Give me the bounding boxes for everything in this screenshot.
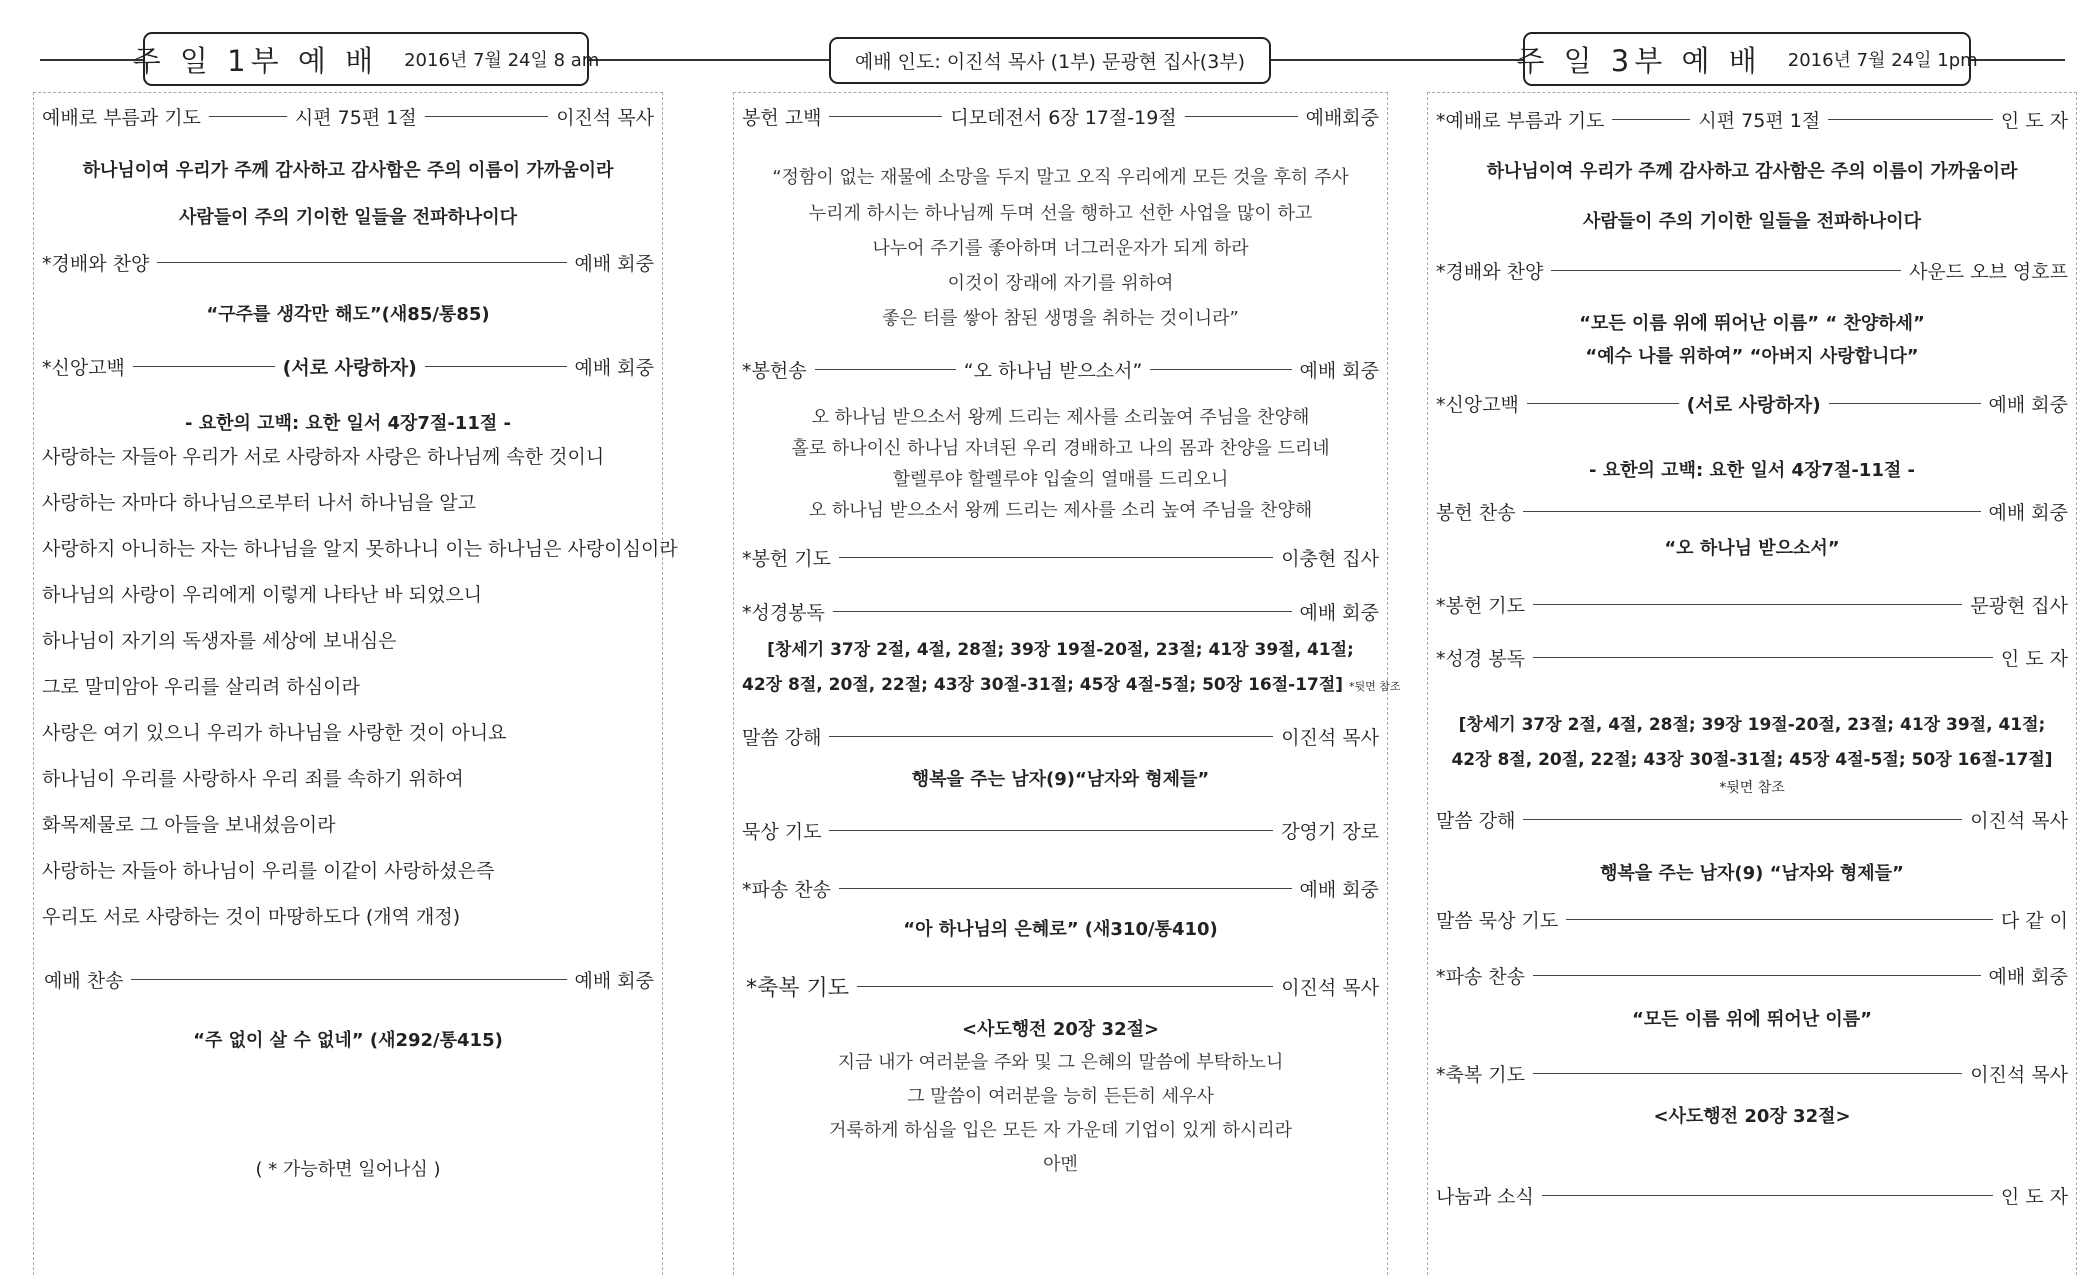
blessing-line: 지금 내가 여러분을 주와 및 그 은혜의 말씀에 부탁하노니 bbox=[837, 1052, 1284, 1073]
item-leader: 예배 회중 bbox=[574, 970, 654, 992]
service-3-date: 2016년 7월 24일 1pm bbox=[1787, 50, 1978, 71]
item-leader: 이진석 목사 bbox=[1970, 810, 2068, 832]
item-leader: 인 도 자 bbox=[2000, 1186, 2068, 1208]
song-line: 할렐루야 할렐루야 입술의 열매를 드리오니 bbox=[892, 469, 1229, 490]
offering-song-row bbox=[742, 356, 1379, 383]
creed-line: 그로 말미암아 우리를 살리려 하심이라 bbox=[42, 676, 360, 698]
item-label: *성경봉독 bbox=[742, 602, 825, 624]
call-text-line: 사람들이 주의 기이한 일들을 전파하나이다 bbox=[1582, 211, 1922, 232]
call-to-worship-row bbox=[42, 103, 654, 130]
item-label: 말씀 묵상 기도 bbox=[1436, 910, 1559, 932]
item-label: 예배로 부름과 기도 bbox=[42, 107, 201, 129]
closing-hymn-row bbox=[742, 875, 1379, 902]
reading-refs-line: 42장 8절, 20절, 22절; 43장 30절-31절; 45장 4절-5절; 50장 16절-17절] bbox=[742, 675, 1344, 695]
item-leader: 이진석 목사 bbox=[556, 107, 654, 129]
item-label: *봉헌송 bbox=[742, 360, 807, 382]
praise-song: “구주를 생각만 해도”(새85/통85) bbox=[206, 304, 490, 325]
item-leader: 이충현 집사 bbox=[1281, 548, 1379, 570]
item-ref: 시편 75편 1절 bbox=[1698, 110, 1821, 132]
news-row bbox=[1436, 1182, 2068, 1209]
hymn-song: “주 없이 살 수 없네” (새292/통415) bbox=[193, 1030, 503, 1051]
offering-prayer-row bbox=[742, 544, 1379, 571]
reading-note: *뒷면 참조 bbox=[1719, 780, 1785, 796]
item-label: 봉헌 고백 bbox=[742, 107, 822, 129]
hymn-row bbox=[44, 966, 654, 993]
offering-prayer-row bbox=[1436, 591, 2068, 618]
item-label: *신앙고백 bbox=[42, 357, 125, 379]
item-leader: 예배 회중 bbox=[1299, 360, 1380, 382]
item-ref: 디모데전서 6장 17절-19절 bbox=[950, 107, 1177, 129]
item-leader: 이진석 목사 bbox=[1281, 727, 1379, 749]
item-leader: 예배 회중 bbox=[1299, 602, 1379, 624]
closing-song: “아 하나님의 은혜로” (새310/통410) bbox=[903, 919, 1218, 940]
blessing-line: 그 말씀이 여러분을 능히 든든히 세우사 bbox=[907, 1086, 1214, 1107]
reading-row bbox=[1436, 644, 2068, 671]
creed-line: 사랑하는 자들아 우리가 서로 사랑하자 사랑은 하나님께 속한 것이니 bbox=[42, 446, 605, 468]
item-leader: 예배 회중 bbox=[1988, 966, 2068, 988]
item-label: *파송 찬송 bbox=[1436, 966, 1525, 988]
reading-refs: 42장 8절, 20절, 22절; 43장 30절-31절; 45장 4절-5절; 50장 16절-17절] bbox=[1451, 750, 2053, 770]
item-leader: 문광현 집사 bbox=[1970, 595, 2068, 617]
praise-song: “모든 이름 위에 뛰어난 이름” “ 찬양하세” bbox=[1579, 313, 1925, 334]
item-label: *봉헌 기도 bbox=[742, 548, 831, 570]
creed-line: 우리도 서로 사랑하는 것이 마땅하도다 (개역 개정) bbox=[42, 906, 461, 928]
song-line: 홀로 하나이신 하나님 자녀된 우리 경배하고 나의 몸과 찬양을 드리네 bbox=[791, 438, 1330, 459]
item-leader: 예배 회중 bbox=[574, 357, 654, 379]
praise-song: “예수 나를 위하여” “아버지 사랑합니다” bbox=[1585, 346, 1919, 367]
creed-row bbox=[1436, 390, 2068, 417]
offering-line: 이것이 장래에 자기를 위하여 bbox=[947, 273, 1174, 294]
silent-prayer-row bbox=[1436, 906, 2068, 933]
call-to-worship-row bbox=[1436, 106, 2068, 133]
item-leader: 강영기 장로 bbox=[1281, 821, 1379, 843]
creed-reference: - 요한의 고백: 요한 일서 4장7절-11절 - bbox=[1589, 460, 1915, 481]
blessing-reference: <사도행전 20장 32절> bbox=[1653, 1106, 1851, 1127]
item-leader: 예배 회중 bbox=[1299, 879, 1379, 901]
item-leader: 사운드 오브 영호프 bbox=[1909, 261, 2068, 283]
item-song: “오 하나님 받으소서” bbox=[963, 360, 1143, 382]
item-label: 예배 찬송 bbox=[44, 970, 124, 992]
item-label: 나눔과 소식 bbox=[1436, 1186, 1534, 1208]
creed-line: 사랑하는 자들아 하나님이 우리를 이같이 사랑하셨은즉 bbox=[42, 860, 495, 882]
item-label: *축복 기도 bbox=[1436, 1064, 1525, 1086]
item-leader: 예배 회중 bbox=[1988, 394, 2068, 416]
blessing-line: 거룩하게 하심을 입은 모든 자 가운데 기업이 있게 하시리라 bbox=[828, 1120, 1293, 1141]
creed-line: 하나님의 사랑이 우리에게 이렇게 나타난 바 되었으니 bbox=[42, 584, 483, 606]
item-leader: 예배회중 bbox=[1305, 107, 1380, 129]
item-label: 봉헌 찬송 bbox=[1436, 502, 1516, 524]
praise-row bbox=[1436, 257, 2068, 284]
item-label: 말씀 강해 bbox=[742, 727, 822, 749]
reading-row bbox=[742, 598, 1379, 625]
header-service-3 bbox=[1516, 32, 1978, 86]
call-text-line: 하나님이여 우리가 주께 감사하고 감사함은 주의 이름이 가까움이라 bbox=[82, 160, 614, 181]
call-text-line: 사람들이 주의 기이한 일들을 전파하나이다 bbox=[178, 207, 518, 228]
offering-line: 나누어 주기를 좋아하며 너그러운자가 되게 하라 bbox=[872, 238, 1249, 259]
item-label: *예배로 부름과 기도 bbox=[1436, 110, 1605, 132]
creed-reference: - 요한의 고백: 요한 일서 4장7절-11절 - bbox=[185, 413, 511, 434]
service-1-title: 주 일 1부 예 배 bbox=[132, 43, 379, 78]
reading-note: *뒷면 참조 bbox=[1348, 680, 1401, 693]
standing-note: ( * 가능하면 일어나심 ) bbox=[255, 1159, 441, 1180]
blessing-reference: <사도행전 20장 32절> bbox=[961, 1019, 1160, 1040]
creed-line: 하나님이 자기의 독생자를 세상에 보내심은 bbox=[42, 630, 397, 652]
column-center bbox=[733, 92, 1401, 1275]
blessing-row bbox=[746, 971, 1379, 1002]
offering-line: 누리게 하시는 하나님께 두며 선을 행하고 선한 사업을 많이 하고 bbox=[808, 203, 1313, 224]
reading-refs bbox=[742, 670, 1401, 695]
offering-hymn-row bbox=[1436, 498, 2068, 525]
creed-row bbox=[42, 353, 654, 380]
item-leader: 이진석 목사 bbox=[1970, 1064, 2068, 1086]
closing-song: “모든 이름 위에 뛰어난 이름” bbox=[1632, 1009, 1872, 1030]
offering-confession-row bbox=[742, 103, 1379, 130]
offering-song: “오 하나님 받으소서” bbox=[1664, 538, 1840, 559]
song-line: 오 하나님 받으소서 왕께 드리는 제사를 소리 높여 주님을 찬양해 bbox=[808, 500, 1313, 521]
item-label: *경배와 찬양 bbox=[1436, 261, 1544, 283]
song-line: 오 하나님 받으소서 왕께 드리는 제사를 소리높여 주님을 찬양해 bbox=[811, 407, 1310, 428]
creed-line: 화목제물로 그 아들을 보내셨음이라 bbox=[42, 814, 336, 836]
item-label: *경배와 찬양 bbox=[42, 253, 150, 275]
item-label: *신앙고백 bbox=[1436, 394, 1519, 416]
item-leader: 다 같 이 bbox=[2000, 910, 2068, 932]
blessing-row bbox=[1436, 1060, 2068, 1087]
item-label: *축복 기도 bbox=[746, 976, 850, 1001]
reading-refs: [창세기 37장 2절, 4절, 28절; 39장 19절-20절, 23절; 41장 39절, 41절; bbox=[1458, 715, 2046, 735]
creed-line: 하나님이 우리를 사랑하사 우리 죄를 속하기 위하여 bbox=[42, 768, 464, 790]
item-leader: 예배 회중 bbox=[1988, 502, 2068, 524]
item-label: *성경 봉독 bbox=[1436, 648, 1525, 670]
worship-leaders: 예배 인도: 이진석 목사 (1부) 문광현 집사(3부) bbox=[854, 51, 1246, 73]
column-service-1 bbox=[33, 92, 678, 1275]
praise-row bbox=[42, 249, 654, 276]
creed-line: 사랑하지 아니하는 자는 하나님을 알지 못하나니 이는 하나님은 사랑이심이라 bbox=[42, 538, 678, 560]
item-label: 말씀 강해 bbox=[1436, 810, 1516, 832]
sermon-title: 행복을 주는 남자(9)“남자와 형제들” bbox=[911, 769, 1210, 790]
item-leader: 인 도 자 bbox=[2000, 648, 2068, 670]
reading-refs: [창세기 37장 2절, 4절, 28절; 39장 19절-20절, 23절; 41장 39절, 41절; bbox=[767, 640, 1354, 660]
item-label: *파송 찬송 bbox=[742, 879, 831, 901]
blessing-line: 아멘 bbox=[1043, 1154, 1078, 1175]
creed-title: (서로 사랑하자) bbox=[282, 357, 417, 379]
sermon-title: 행복을 주는 남자(9) “남자와 형제들” bbox=[1600, 863, 1904, 884]
item-leader: 이진석 목사 bbox=[1281, 977, 1379, 999]
call-text-line: 하나님이여 우리가 주께 감사하고 감사함은 주의 이름이 가까움이라 bbox=[1486, 161, 2018, 182]
offering-line: “정함이 없는 재물에 소망을 두지 말고 오직 우리에게 모든 것을 후히 주사 bbox=[772, 167, 1349, 188]
creed-line: 사랑하는 자마다 하나님으로부터 나서 하나님을 알고 bbox=[42, 492, 476, 514]
item-ref: 시편 75편 1절 bbox=[294, 107, 417, 129]
service-1-date: 2016년 7월 24일 8 am bbox=[404, 50, 600, 71]
item-leader: 인 도 자 bbox=[2000, 110, 2068, 132]
offering-line: 좋은 터를 쌓아 참된 생명을 취하는 것이니라” bbox=[882, 308, 1239, 329]
closing-hymn-row bbox=[1436, 962, 2068, 989]
creed-title: (서로 사랑하자) bbox=[1686, 394, 1821, 416]
item-leader: 예배 회중 bbox=[574, 253, 654, 275]
item-label: *봉헌 기도 bbox=[1436, 595, 1525, 617]
sermon-row bbox=[1436, 806, 2068, 833]
item-label: 묵상 기도 bbox=[742, 821, 822, 843]
service-3-title: 주 일 3부 예 배 bbox=[1516, 43, 1762, 78]
creed-line: 사랑은 여기 있으니 우리가 하나님을 사랑한 것이 아니요 bbox=[42, 722, 507, 744]
column-service-3 bbox=[1427, 92, 2077, 1275]
silent-prayer-row bbox=[742, 817, 1379, 844]
sermon-row bbox=[742, 723, 1379, 750]
header-service-1 bbox=[132, 32, 600, 86]
header-leaders bbox=[829, 37, 1271, 84]
